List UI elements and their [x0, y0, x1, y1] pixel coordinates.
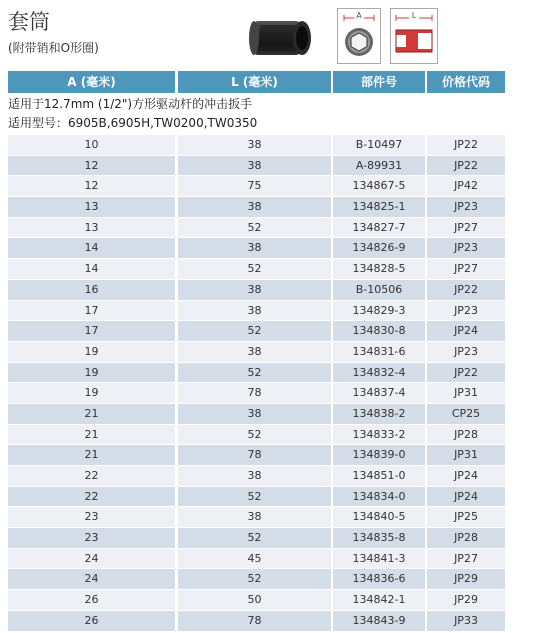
cell-a: 13: [8, 218, 175, 239]
table-row: [8, 156, 505, 177]
cell-price-code: JP24: [427, 321, 505, 342]
page-title: 套筒: [8, 10, 50, 34]
table-row: [8, 611, 505, 632]
cell-a: 24: [8, 569, 175, 590]
cell-a: 12: [8, 176, 175, 197]
cell-l: 38: [178, 301, 331, 322]
cell-price-code: JP33: [427, 611, 505, 632]
cell-l: 38: [178, 156, 331, 177]
cell-price-code: JP22: [427, 156, 505, 177]
cell-price-code: JP27: [427, 259, 505, 280]
table-row: [8, 280, 505, 301]
cell-part-number: 134837-4: [333, 383, 425, 404]
cell-part-number: 134833-2: [333, 425, 425, 446]
cell-a: 17: [8, 321, 175, 342]
table-row: [8, 301, 505, 322]
cell-a: 23: [8, 528, 175, 549]
cell-part-number: B-10506: [333, 280, 425, 301]
cell-part-number: B-10497: [333, 135, 425, 156]
cell-l: 38: [178, 238, 331, 259]
cell-l: 45: [178, 549, 331, 570]
cell-part-number: 134827-7: [333, 218, 425, 239]
table-row: [8, 342, 505, 363]
cell-part-number: 134832-4: [333, 363, 425, 384]
length-dimension-l-diagram: [390, 8, 438, 64]
table-row: [8, 590, 505, 611]
cell-part-number: 134838-2: [333, 404, 425, 425]
cell-a: 12: [8, 156, 175, 177]
table-row: [8, 218, 505, 239]
cell-a: 26: [8, 611, 175, 632]
cell-price-code: JP28: [427, 425, 505, 446]
cell-part-number: A-89931: [333, 156, 425, 177]
cell-l: 38: [178, 135, 331, 156]
cell-part-number: 134840-5: [333, 507, 425, 528]
cell-a: 21: [8, 425, 175, 446]
cell-a: 26: [8, 590, 175, 611]
hex-dimension-a-diagram: [337, 8, 381, 64]
cell-part-number: 134836-6: [333, 569, 425, 590]
table-row: [8, 259, 505, 280]
cell-part-number: 134841-3: [333, 549, 425, 570]
cell-l: 38: [178, 507, 331, 528]
cell-a: 22: [8, 487, 175, 508]
cell-price-code: JP23: [427, 238, 505, 259]
cell-price-code: JP25: [427, 507, 505, 528]
cell-part-number: 134843-9: [333, 611, 425, 632]
cell-part-number: 134839-0: [333, 445, 425, 466]
cell-price-code: JP22: [427, 280, 505, 301]
cell-part-number: 134831-6: [333, 342, 425, 363]
table-row: [8, 425, 505, 446]
cell-price-code: JP23: [427, 301, 505, 322]
cell-price-code: JP31: [427, 445, 505, 466]
cell-a: 16: [8, 280, 175, 301]
table-row: [8, 363, 505, 384]
cell-a: 19: [8, 363, 175, 384]
cell-l: 52: [178, 259, 331, 280]
cell-a: 17: [8, 301, 175, 322]
table-row: [8, 176, 505, 197]
cell-a: 24: [8, 549, 175, 570]
cell-l: 52: [178, 425, 331, 446]
parts-table-body: [8, 135, 505, 632]
cell-a: 19: [8, 383, 175, 404]
cell-price-code: JP31: [427, 383, 505, 404]
table-row: [8, 549, 505, 570]
column-header-l: L (毫米): [178, 71, 331, 93]
table-row: [8, 404, 505, 425]
cell-l: 78: [178, 445, 331, 466]
cell-a: 23: [8, 507, 175, 528]
cell-part-number: 134829-3: [333, 301, 425, 322]
table-row: [8, 238, 505, 259]
cell-price-code: JP23: [427, 342, 505, 363]
table-row: [8, 569, 505, 590]
cell-part-number: 134842-1: [333, 590, 425, 611]
cell-price-code: JP27: [427, 218, 505, 239]
cell-price-code: JP27: [427, 549, 505, 570]
table-row: [8, 528, 505, 549]
cell-l: 38: [178, 280, 331, 301]
table-row: [8, 135, 505, 156]
cell-price-code: JP22: [427, 135, 505, 156]
cell-l: 38: [178, 342, 331, 363]
cell-price-code: JP42: [427, 176, 505, 197]
cell-part-number: 134830-8: [333, 321, 425, 342]
cell-a: 21: [8, 404, 175, 425]
svg-text:L: L: [411, 11, 417, 20]
cell-l: 50: [178, 590, 331, 611]
cell-price-code: JP23: [427, 197, 505, 218]
cell-a: 21: [8, 445, 175, 466]
applicable-drive-note: 适用于12.7mm (1/2")方形驱动杆的冲击扳手: [8, 97, 253, 111]
cell-l: 38: [178, 197, 331, 218]
cell-part-number: 134825-1: [333, 197, 425, 218]
cell-l: 78: [178, 611, 331, 632]
cell-part-number: 134828-5: [333, 259, 425, 280]
table-row: [8, 445, 505, 466]
svg-text:A: A: [356, 11, 362, 20]
table-row: [8, 383, 505, 404]
page-subtitle: (附带销和O形圈): [8, 41, 99, 55]
cell-a: 14: [8, 259, 175, 280]
cell-part-number: 134834-0: [333, 487, 425, 508]
cell-price-code: JP24: [427, 466, 505, 487]
cell-part-number: 134867-5: [333, 176, 425, 197]
table-row: [8, 487, 505, 508]
cell-l: 52: [178, 569, 331, 590]
cell-a: 19: [8, 342, 175, 363]
socket-photo-icon: [246, 15, 318, 61]
cell-price-code: JP28: [427, 528, 505, 549]
cell-l: 38: [178, 466, 331, 487]
cell-part-number: 134826-9: [333, 238, 425, 259]
cell-price-code: JP29: [427, 590, 505, 611]
cell-l: 52: [178, 487, 331, 508]
cell-l: 52: [178, 321, 331, 342]
table-row: [8, 197, 505, 218]
cell-a: 22: [8, 466, 175, 487]
cell-a: 13: [8, 197, 175, 218]
table-row: [8, 466, 505, 487]
cell-part-number: 134851-0: [333, 466, 425, 487]
applicable-models-note: 适用型号：6905B,6905H,TW0200,TW0350: [8, 116, 258, 130]
column-header-a: A (毫米): [8, 71, 175, 93]
cell-price-code: JP29: [427, 569, 505, 590]
cell-l: 78: [178, 383, 331, 404]
table-row: [8, 507, 505, 528]
cell-price-code: CP25: [427, 404, 505, 425]
cell-l: 38: [178, 404, 331, 425]
cell-a: 14: [8, 238, 175, 259]
cell-a: 10: [8, 135, 175, 156]
cell-price-code: JP24: [427, 487, 505, 508]
cell-l: 52: [178, 528, 331, 549]
cell-l: 52: [178, 218, 331, 239]
cell-l: 75: [178, 176, 331, 197]
cell-price-code: JP22: [427, 363, 505, 384]
table-row: [8, 321, 505, 342]
cell-part-number: 134835-8: [333, 528, 425, 549]
column-header-part-number: 部件号: [333, 71, 425, 93]
cell-l: 52: [178, 363, 331, 384]
column-header-price-code: 价格代码: [427, 71, 505, 93]
